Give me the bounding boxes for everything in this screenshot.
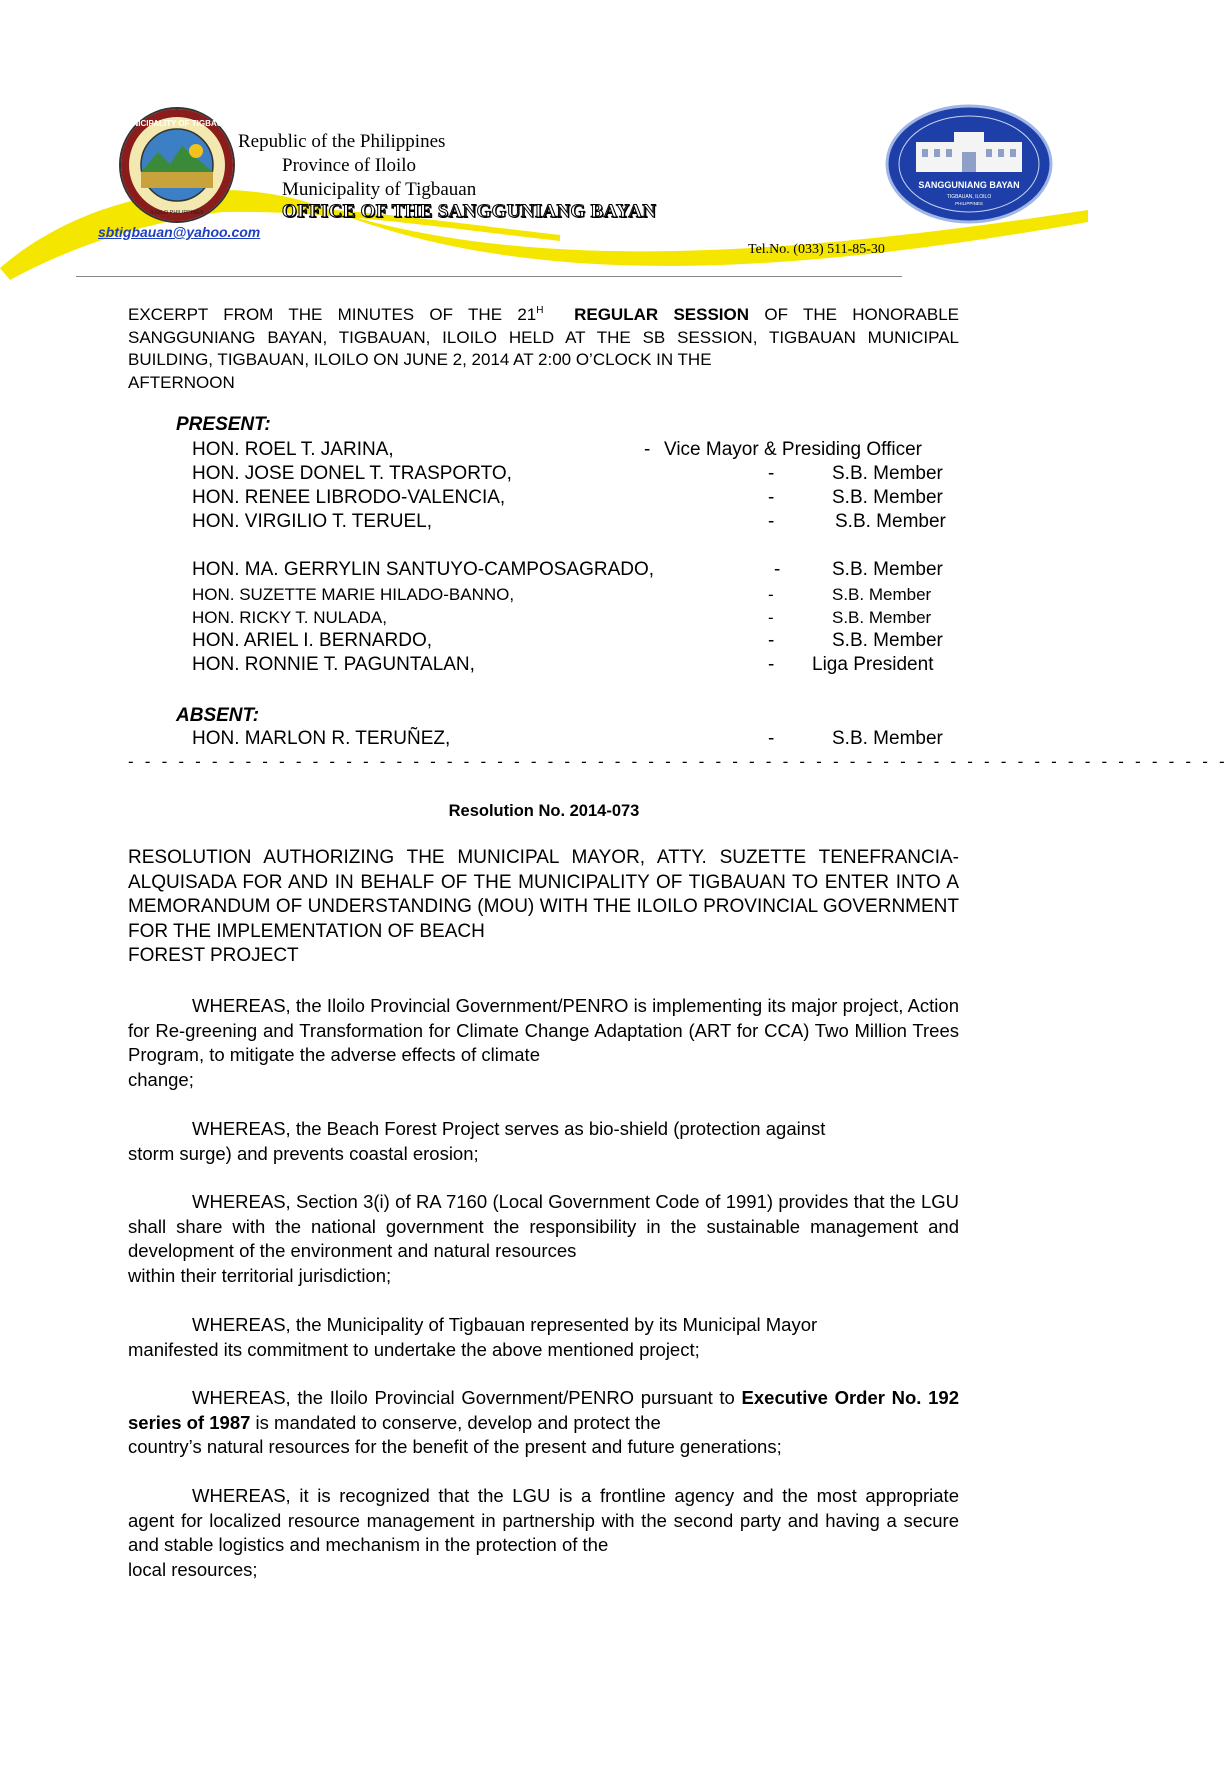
header-telephone: Tel.No. (033) 511-85-30 (748, 242, 885, 257)
attendee-row (192, 630, 962, 654)
attendee-name: HON. RENEE LIBRODO-VALENCIA, (192, 487, 506, 508)
attendee-role: S.B. Member (832, 630, 943, 651)
attendee-row (192, 439, 962, 463)
attendee-role: S.B. Member (832, 728, 943, 749)
attendee-row (192, 511, 962, 535)
attendee-row (192, 608, 962, 632)
whereas-text: WHEREAS, the Iloilo Provincial Government/PENRO is implementing its major project, Action for Re-greening and Transformation for Climate Change Adaptation (ART for CCA) Two Million Trees Program, to mitigate the adverse effects of climate (128, 995, 959, 1065)
sangguniang-bayan-logo (884, 102, 1054, 226)
header-divider (76, 276, 902, 277)
whereas-text: WHEREAS, it is recognized that the LGU is a frontline agency and the most appropriate agent for localized resource management in partnership with the second party and having a secure and stable logistics and mechanism in the protection of the (128, 1485, 959, 1555)
whereas-clause (128, 1313, 959, 1362)
attendee-name: HON. RONNIE T. PAGUNTALAN, (192, 654, 475, 675)
excerpt-paragraph (128, 300, 959, 394)
attendee-dash: - (768, 585, 774, 604)
excerpt-regular-session: REGULAR SESSION (574, 305, 750, 324)
seal-left-text: MUNICIPALITY OF TIGBAUAN (120, 119, 234, 128)
municipal-seal-logo (118, 106, 236, 224)
attendee-name: HON. SUZETTE MARIE HILADO-BANNO, (192, 585, 515, 604)
attendee-role: S.B. Member (832, 559, 943, 580)
whereas-last-line: country’s natural resources for the benefit of the present and future generations; (128, 1436, 782, 1457)
resolution-title (128, 846, 959, 969)
attendee-row (192, 559, 962, 583)
excerpt-text-a: EXCERPT FROM THE MINUTES OF THE 21 (128, 305, 537, 324)
header-province: Province of Iloilo (282, 155, 417, 176)
whereas-last-line: storm surge) and prevents coastal erosion; (128, 1142, 479, 1164)
attendee-dash: - (768, 608, 774, 627)
whereas-clause (128, 1484, 959, 1582)
whereas-last-line: manifested its commitment to undertake the above mentioned project; (128, 1338, 700, 1360)
attendee-dash: - (768, 728, 775, 749)
seal-right-text: SANGGUNIANG BAYAN (918, 180, 1020, 190)
attendee-row (192, 585, 962, 609)
excerpt-text-c: OF THE HONORABLE SANGGUNIANG BAYAN, TIGBAUAN, ILOILO HELD AT THE SB SESSION, TIGBAUAN MUNICIPAL BUILDING, TIGBAUAN, ILOILO ON JUNE 2, 2014 AT 2:00 O’CLOCK IN THE (128, 305, 959, 369)
attendee-name: HON. MARLON R. TERUÑEZ, (192, 728, 451, 749)
whereas-last-line: within their territorial jurisdiction; (128, 1264, 392, 1286)
attendee-role: S.B. Member (832, 585, 932, 604)
attendee-name: HON. JOSE DONEL T. TRASPORTO, (192, 463, 512, 484)
attendee-row (192, 654, 962, 678)
resolution-number: Resolution No. 2014-073 (448, 802, 640, 820)
executive-order-reference: Executive Order No. 192 series of 1987 (128, 1387, 959, 1433)
attendee-row (192, 463, 962, 487)
seal-right-sub2: PHILIPPINES (955, 201, 983, 206)
seal-right-sub: TIGBAUAN, ILOILO (946, 194, 992, 200)
resolution-title-b: FOREST PROJECT (128, 945, 299, 966)
attendee-role: S.B. Member (835, 511, 946, 532)
whereas-text: WHEREAS, the Beach Forest Project serves as bio-shield (protection against (192, 1118, 826, 1139)
whereas-clause (128, 1190, 959, 1288)
whereas-clause (128, 994, 959, 1092)
whereas-clause (128, 1386, 959, 1460)
attendee-role: S.B. Member (832, 463, 943, 484)
whereas-clause (128, 1117, 959, 1166)
attendee-role: S.B. Member (832, 487, 943, 508)
attendee-dash: - (768, 511, 775, 532)
whereas-text: is mandated to conserve, develop and protect the (255, 1411, 661, 1433)
excerpt-superscript: H (536, 305, 544, 316)
attendee-name: HON. VIRGILIO T. TERUEL, (192, 511, 433, 532)
attendee-dash: - (768, 463, 775, 484)
header-office-title: OFFICE OF THE SANGGUNIANG BAYAN (282, 201, 657, 222)
whereas-last-line: local resources; (128, 1558, 258, 1580)
attendee-dash: - (768, 630, 775, 651)
attendee-role: Liga President (812, 654, 934, 675)
excerpt-text-d: AFTERNOON (128, 372, 235, 392)
attendee-dash: - (768, 487, 775, 508)
seal-left-bottom-text: ILOILO PHILIPPINES (150, 210, 204, 216)
dashed-separator: - - - - - - - - - - - - - - - - - - - - - - - - - - - - - - - - - - - - - - - - - - - - - - - - - - - - - - - - - - - - - - - - - - (128, 752, 1228, 771)
whereas-last-line: change; (128, 1068, 194, 1090)
resolution-title-a: RESOLUTION AUTHORIZING THE MUNICIPAL MAYOR, ATTY. SUZETTE TENEFRANCIA-ALQUISADA FOR AND IN BEHALF OF THE MUNICIPALITY OF TIGBAUAN TO ENTER INTO A MEMORANDUM OF UNDERSTANDING (MOU) WITH THE ILOILO PROVINCIAL GOVERNMENT FOR THE IMPLEMENTATION OF BEACH (128, 847, 959, 942)
whereas-text: WHEREAS, the Municipality of Tigbauan represented by its Municipal Mayor (192, 1314, 818, 1335)
attendee-role: Vice Mayor & Presiding Officer (664, 439, 923, 460)
attendee-name: HON. ROEL T. JARINA, (192, 439, 394, 460)
attendee-name: HON. RICKY T. NULADA, (192, 608, 387, 627)
attendee-row (192, 728, 962, 752)
attendee-name: HON. MA. GERRYLIN SANTUYO-CAMPOSAGRADO, (192, 559, 655, 580)
email-link[interactable]: sbtigbauan@yahoo.com (98, 224, 261, 240)
whereas-text: WHEREAS, the Iloilo Provincial Government/PENRO pursuant to (192, 1387, 735, 1408)
attendee-name: HON. ARIEL I. BERNARDO, (192, 630, 433, 651)
attendee-dash: - (644, 439, 651, 460)
attendee-row (192, 487, 962, 511)
absent-label: ABSENT: (176, 705, 260, 726)
whereas-text: WHEREAS, Section 3(i) of RA 7160 (Local Government Code of 1991) provides that the LGU shall share with the national government the responsibility in the sustainable management and development of the environment and natural resources (128, 1191, 959, 1261)
attendee-role: S.B. Member (832, 608, 932, 627)
attendee-dash: - (774, 559, 781, 580)
header-republic: Republic of the Philippines (238, 131, 446, 152)
attendee-dash: - (768, 654, 775, 675)
present-label: PRESENT: (176, 414, 271, 435)
header-municipality: Municipality of Tigbauan (282, 179, 477, 200)
